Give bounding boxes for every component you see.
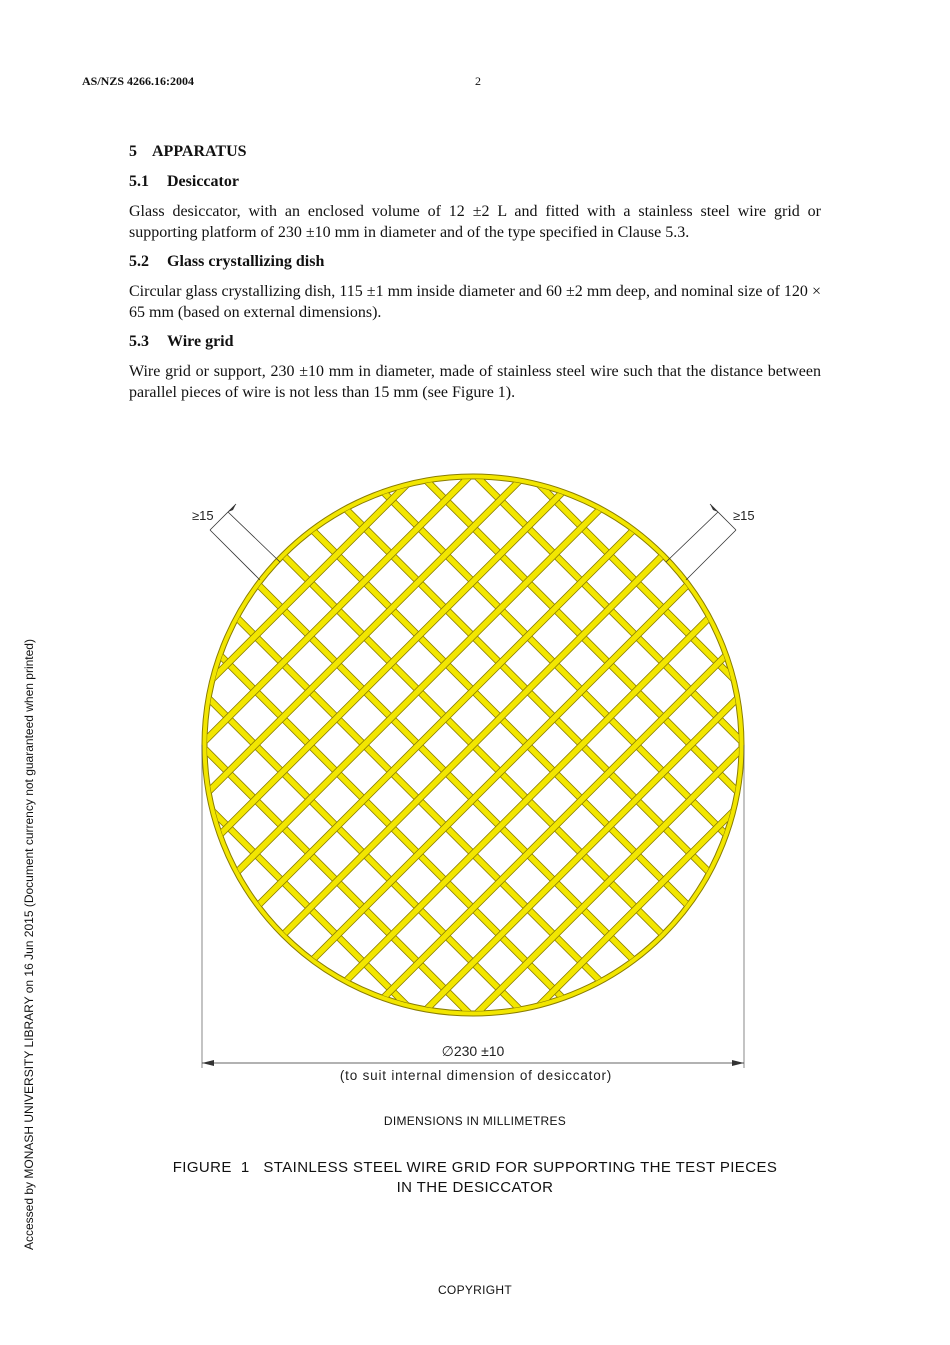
copyright-footer: COPYRIGHT	[437, 1283, 513, 1297]
units-note: DIMENSIONS IN MILLIMETRES	[383, 1114, 567, 1128]
left-extension-line-b	[228, 512, 280, 562]
figure-caption	[140, 1158, 810, 1198]
standard-code: AS/NZS 4266.16:2004	[82, 74, 195, 88]
section-number: 5	[129, 143, 137, 160]
diameter-arrow-left	[202, 1060, 214, 1066]
subsection-number: 5.3	[129, 333, 149, 350]
dish-paragraph: Circular glass crystallizing dish, 115 ±1 mm inside diameter and 60 ±2 mm deep, and nominal size of 120 × 65 mm (based on external dimensions).	[129, 283, 821, 321]
diameter-note: (to suit internal dimension of desiccator)	[339, 1068, 613, 1083]
subsection-title: Glass crystallizing dish	[167, 253, 325, 270]
section-title: APPARATUS	[152, 143, 247, 160]
subsection-title: Wire grid	[167, 333, 234, 350]
right-arrow	[710, 504, 718, 512]
right-extension-line-a	[686, 530, 736, 580]
diameter-label: ∅230 ±10	[441, 1043, 505, 1059]
right-extension-line-b	[666, 512, 718, 562]
diameter-arrow-right	[732, 1060, 744, 1066]
figure-caption-line-2: IN THE DESICCATOR	[396, 1179, 554, 1196]
page-number: 2	[475, 74, 481, 88]
figure-caption-line-1: FIGURE 1 STAINLESS STEEL WIRE GRID FOR SUPPORTING THE TEST PIECES	[172, 1159, 778, 1176]
left-spacing-label: ≥15	[192, 508, 214, 523]
desiccator-paragraph: Glass desiccator, with an enclosed volume of 12 ±2 L and fitted with a stainless steel wire grid or supporting platform of 230 ±10 mm in diameter and of the type specified in Clause 5.3.	[129, 203, 821, 241]
subsection-number: 5.1	[129, 173, 149, 190]
access-watermark: Accessed by MONASH UNIVERSITY LIBRARY on 16 Jun 2015 (Document currency not guaranteed when printed)	[22, 639, 36, 1250]
subsection-title: Desiccator	[167, 173, 239, 190]
subsection-number: 5.2	[129, 253, 149, 270]
left-extension-line-a	[210, 530, 260, 580]
right-spacing-label: ≥15	[733, 508, 755, 523]
wire-grid-paragraph: Wire grid or support, 230 ±10 mm in diameter, made of stainless steel wire such that the distance between parallel pieces of wire is not less than 15 mm (see Figure 1).	[129, 363, 821, 401]
